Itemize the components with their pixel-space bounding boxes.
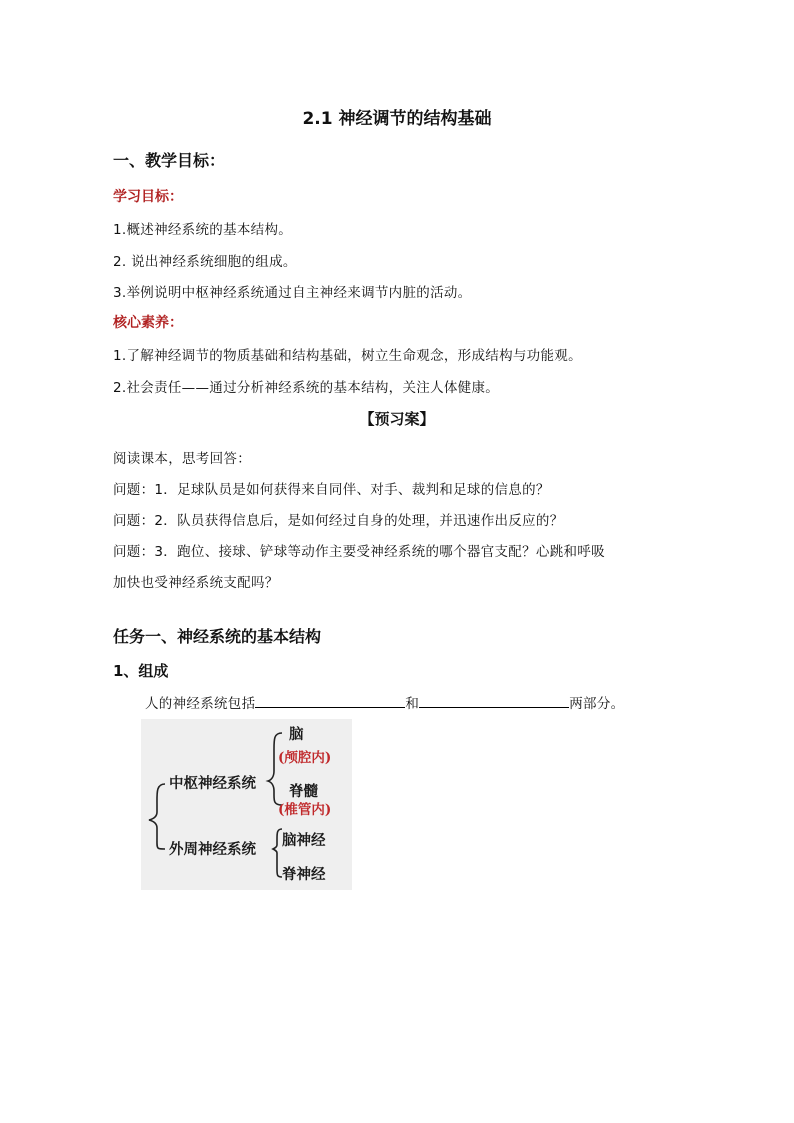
preview-question: 问题：2．队员获得信息后，是如何经过自身的处理，并迅速作出反应的？ xyxy=(113,513,564,529)
fill-in-suffix: 两部分。 xyxy=(569,696,625,712)
fill-in-prefix: 人的神经系统包括 xyxy=(145,696,256,712)
main-brace xyxy=(149,784,165,849)
central-brace xyxy=(268,733,282,805)
section-heading-teaching-goals: 一、教学目标： xyxy=(113,151,226,170)
brain-label: 脑 xyxy=(289,726,304,743)
task1-subheading: 1、组成 xyxy=(113,662,169,680)
learning-goal-item: 2. 说出神经系统细胞的组成。 xyxy=(113,254,297,270)
fill-in-middle: 和 xyxy=(405,696,420,712)
preview-question-continued: 加快也受神经系统支配吗？ xyxy=(113,575,279,591)
preview-intro: 阅读课本，思考回答： xyxy=(113,451,251,467)
learning-goal-item: 3.举例说明中枢神经系统通过自主神经来调节内脏的活动。 xyxy=(113,285,472,301)
learning-goals-label: 学习目标： xyxy=(113,189,183,205)
blank-1[interactable] xyxy=(255,693,405,708)
spinal-nerves-label: 脊神经 xyxy=(282,866,326,883)
page-title: 2.1 神经调节的结构基础 xyxy=(302,109,492,129)
spinal-cord-location-label: (椎管内) xyxy=(278,802,332,818)
blank-2[interactable] xyxy=(419,693,569,708)
brain-location-label: (颅腔内) xyxy=(278,750,332,766)
preview-heading: 【预习案】 xyxy=(359,410,435,428)
preview-question: 问题：3．跑位、接球、铲球等动作主要受神经系统的哪个器官支配？心跳和呼吸 xyxy=(113,544,605,560)
preview-question: 问题：1．足球队员是如何获得来自同伴、对手、裁判和足球的信息的？ xyxy=(113,482,550,498)
spinal-cord-label: 脊髓 xyxy=(289,783,318,800)
core-literacy-label: 核心素养： xyxy=(113,315,183,331)
peripheral-nervous-system-label: 外周神经系统 xyxy=(169,841,256,858)
core-literacy-item: 1.了解神经调节的物质基础和结构基础，树立生命观念，形成结构与功能观。 xyxy=(113,348,582,364)
task1-heading: 任务一、神经系统的基本结构 xyxy=(113,627,322,646)
cranial-nerves-label: 脑神经 xyxy=(282,832,326,849)
peripheral-brace xyxy=(273,829,282,877)
fill-in-sentence xyxy=(145,692,624,712)
nervous-system-diagram xyxy=(141,719,352,890)
learning-goal-item: 1.概述神经系统的基本结构。 xyxy=(113,222,293,238)
central-nervous-system-label: 中枢神经系统 xyxy=(169,775,256,792)
core-literacy-item: 2.社会责任——通过分析神经系统的基本结构，关注人体健康。 xyxy=(113,380,500,396)
